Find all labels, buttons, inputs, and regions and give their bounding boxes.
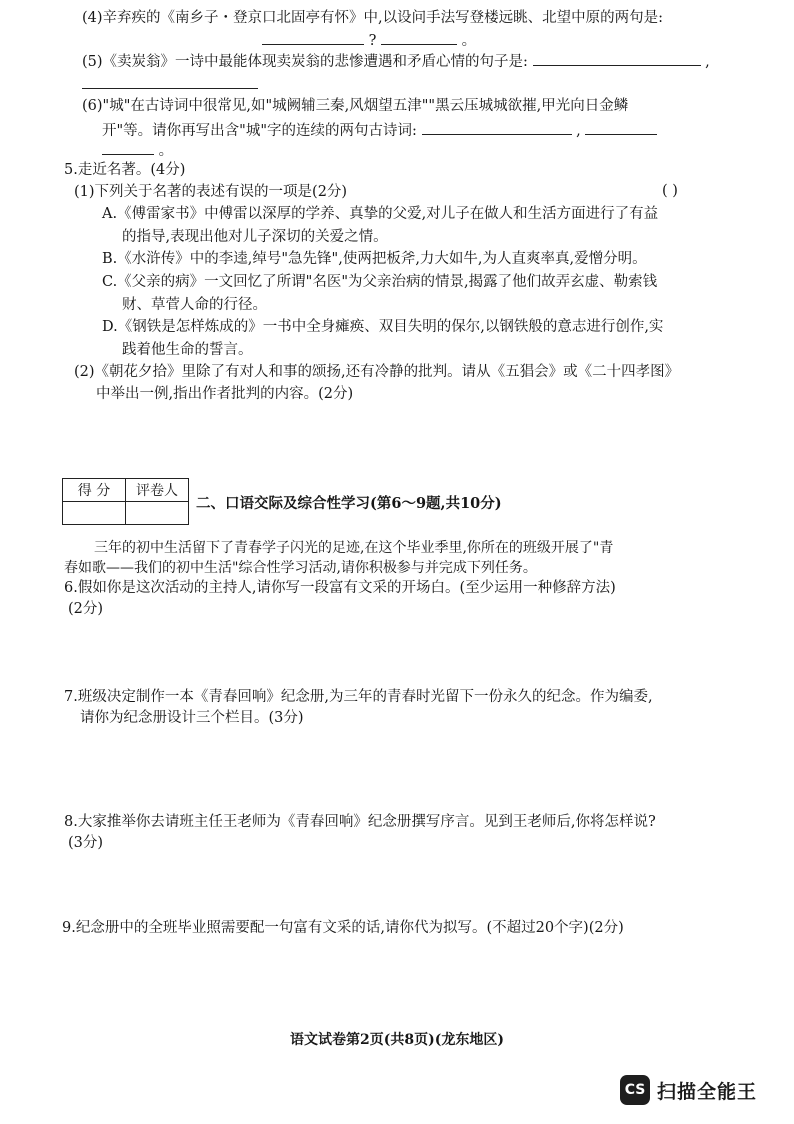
page-footer: 语文试卷第2页(共8页)(龙东地区) [290, 1032, 504, 1048]
section-2-intro-line2: 春如歌——我们的初中生活"综合性学习活动,请你积极参与并完成下列任务。 [64, 560, 537, 576]
answer-blank[interactable] [422, 120, 572, 135]
camscanner-logo-text: 扫描全能王 [657, 1080, 758, 1103]
q8-line1: 8.大家推举你去请班主任王老师为《青春回响》纪念册撰写序言。见到王老师后,你将怎样说? [64, 814, 656, 830]
q4-item4-line [82, 8, 663, 28]
answer-blank[interactable] [381, 30, 457, 45]
score-input-cell[interactable] [63, 502, 126, 525]
score-table [62, 478, 189, 525]
grader-input-cell[interactable] [126, 502, 189, 525]
q5-sub2-line2: 中举出一例,指出作者批判的内容。(2分) [96, 386, 354, 402]
answer-parentheses[interactable]: ( ) [662, 183, 678, 199]
q6-line1: 6.假如你是这次活动的主持人,请你写一段富有文采的开场白。(至少运用一种修辞方法) [64, 580, 616, 596]
q5-option-d-line1: D.《钢铁是怎样炼成的》一书中全身瘫痪、双目失明的保尔,以钢铁般的意志进行创作,实 [102, 319, 664, 335]
q4-item5-comma: , [705, 54, 710, 70]
section-2-title: 二、口语交际及综合性学习(第6～9题,共10分) [196, 495, 502, 512]
scanner-watermark [620, 1075, 757, 1105]
q5-option-d-line2: 践着他生命的誓言。 [122, 342, 253, 358]
q5-sub1: (1)下列关于名著的表述有误的一项是(2分) [74, 184, 348, 200]
answer-blank[interactable] [102, 140, 154, 155]
q4-item6-end: 。 [158, 143, 174, 159]
q8-line2: (3分) [68, 835, 104, 851]
answer-blank[interactable] [82, 74, 258, 89]
q4-item4-answer-line [262, 30, 476, 51]
q4-item6-text: 开"等。请你再写出含"城"字的连续的两句古诗词: [102, 123, 417, 139]
q5-title: 5.走近名著。(4分) [64, 162, 186, 178]
q4-item4-end: 。 [461, 33, 477, 49]
q5-option-a-line1: A.《傅雷家书》中傅雷以深厚的学养、真挚的父爱,对儿子在做人和生活方面进行了有益 [102, 206, 659, 222]
q4-item6-line2 [102, 120, 657, 141]
answer-blank[interactable] [533, 51, 701, 66]
q5-option-a-line2: 的指导,表现出他对儿子深切的关爱之情。 [122, 229, 388, 245]
q4-item6-answer-line [102, 140, 173, 161]
section-2-intro-line1: 三年的初中生活留下了青春学子闪光的足迹,在这个毕业季里,你所在的班级开展了"青 [94, 540, 614, 556]
answer-blank[interactable] [262, 30, 364, 45]
q7-line2: 请你为纪念册设计三个栏目。(3分) [80, 710, 304, 726]
q5-option-c-line2: 财、草菅人命的行径。 [122, 297, 267, 313]
q6-line2: (2分) [68, 601, 104, 617]
q7-line1: 7.班级决定制作一本《青春回响》纪念册,为三年的青春时光留下一份永久的纪念。作为编委, [64, 689, 653, 705]
q4-item5-answer-line [82, 74, 258, 95]
q5-option-b: B.《水浒传》中的李逵,绰号"急先锋",使两把板斧,力大如牛,为人直爽率真,爱憎分明。 [102, 251, 647, 267]
q4-item4-text: (4)辛弃疾的《南乡子・登京口北固亭有怀》中,以设问手法写登楼远眺、北望中原的两句是: [82, 10, 664, 26]
q5-option-c-line1: C.《父亲的病》一文回忆了所谓"名医"为父亲治病的情景,揭露了他们故弄玄虚、勒索钱 [102, 274, 658, 290]
q9-text: 9.纪念册中的全班毕业照需要配一句富有文采的话,请你代为拟写。(不超过20个字)(2分) [62, 920, 624, 936]
q4-item6-line1: (6)"城"在古诗词中很常见,如"城阙辅三秦,风烟望五津""黑云压城城欲摧,甲光向日金鳞 [82, 98, 629, 114]
camscanner-logo-icon: CS [620, 1075, 650, 1105]
q5-sub2-line1: (2)《朝花夕拾》里除了有对人和事的颂扬,还有冷静的批判。请从《五猖会》或《二十四孝图》 [74, 364, 680, 380]
q4-item5-text: (5)《卖炭翁》一诗中最能体现卖炭翁的悲惨遭遇和矛盾心情的句子是: [82, 54, 528, 70]
grader-label: 评卷人 [126, 479, 189, 502]
q4-item6-comma: , [576, 123, 581, 139]
answer-blank[interactable] [585, 120, 657, 135]
q4-item5-line [82, 51, 710, 72]
q4-item4-mid: ? [368, 33, 377, 49]
score-label: 得 分 [63, 479, 126, 502]
